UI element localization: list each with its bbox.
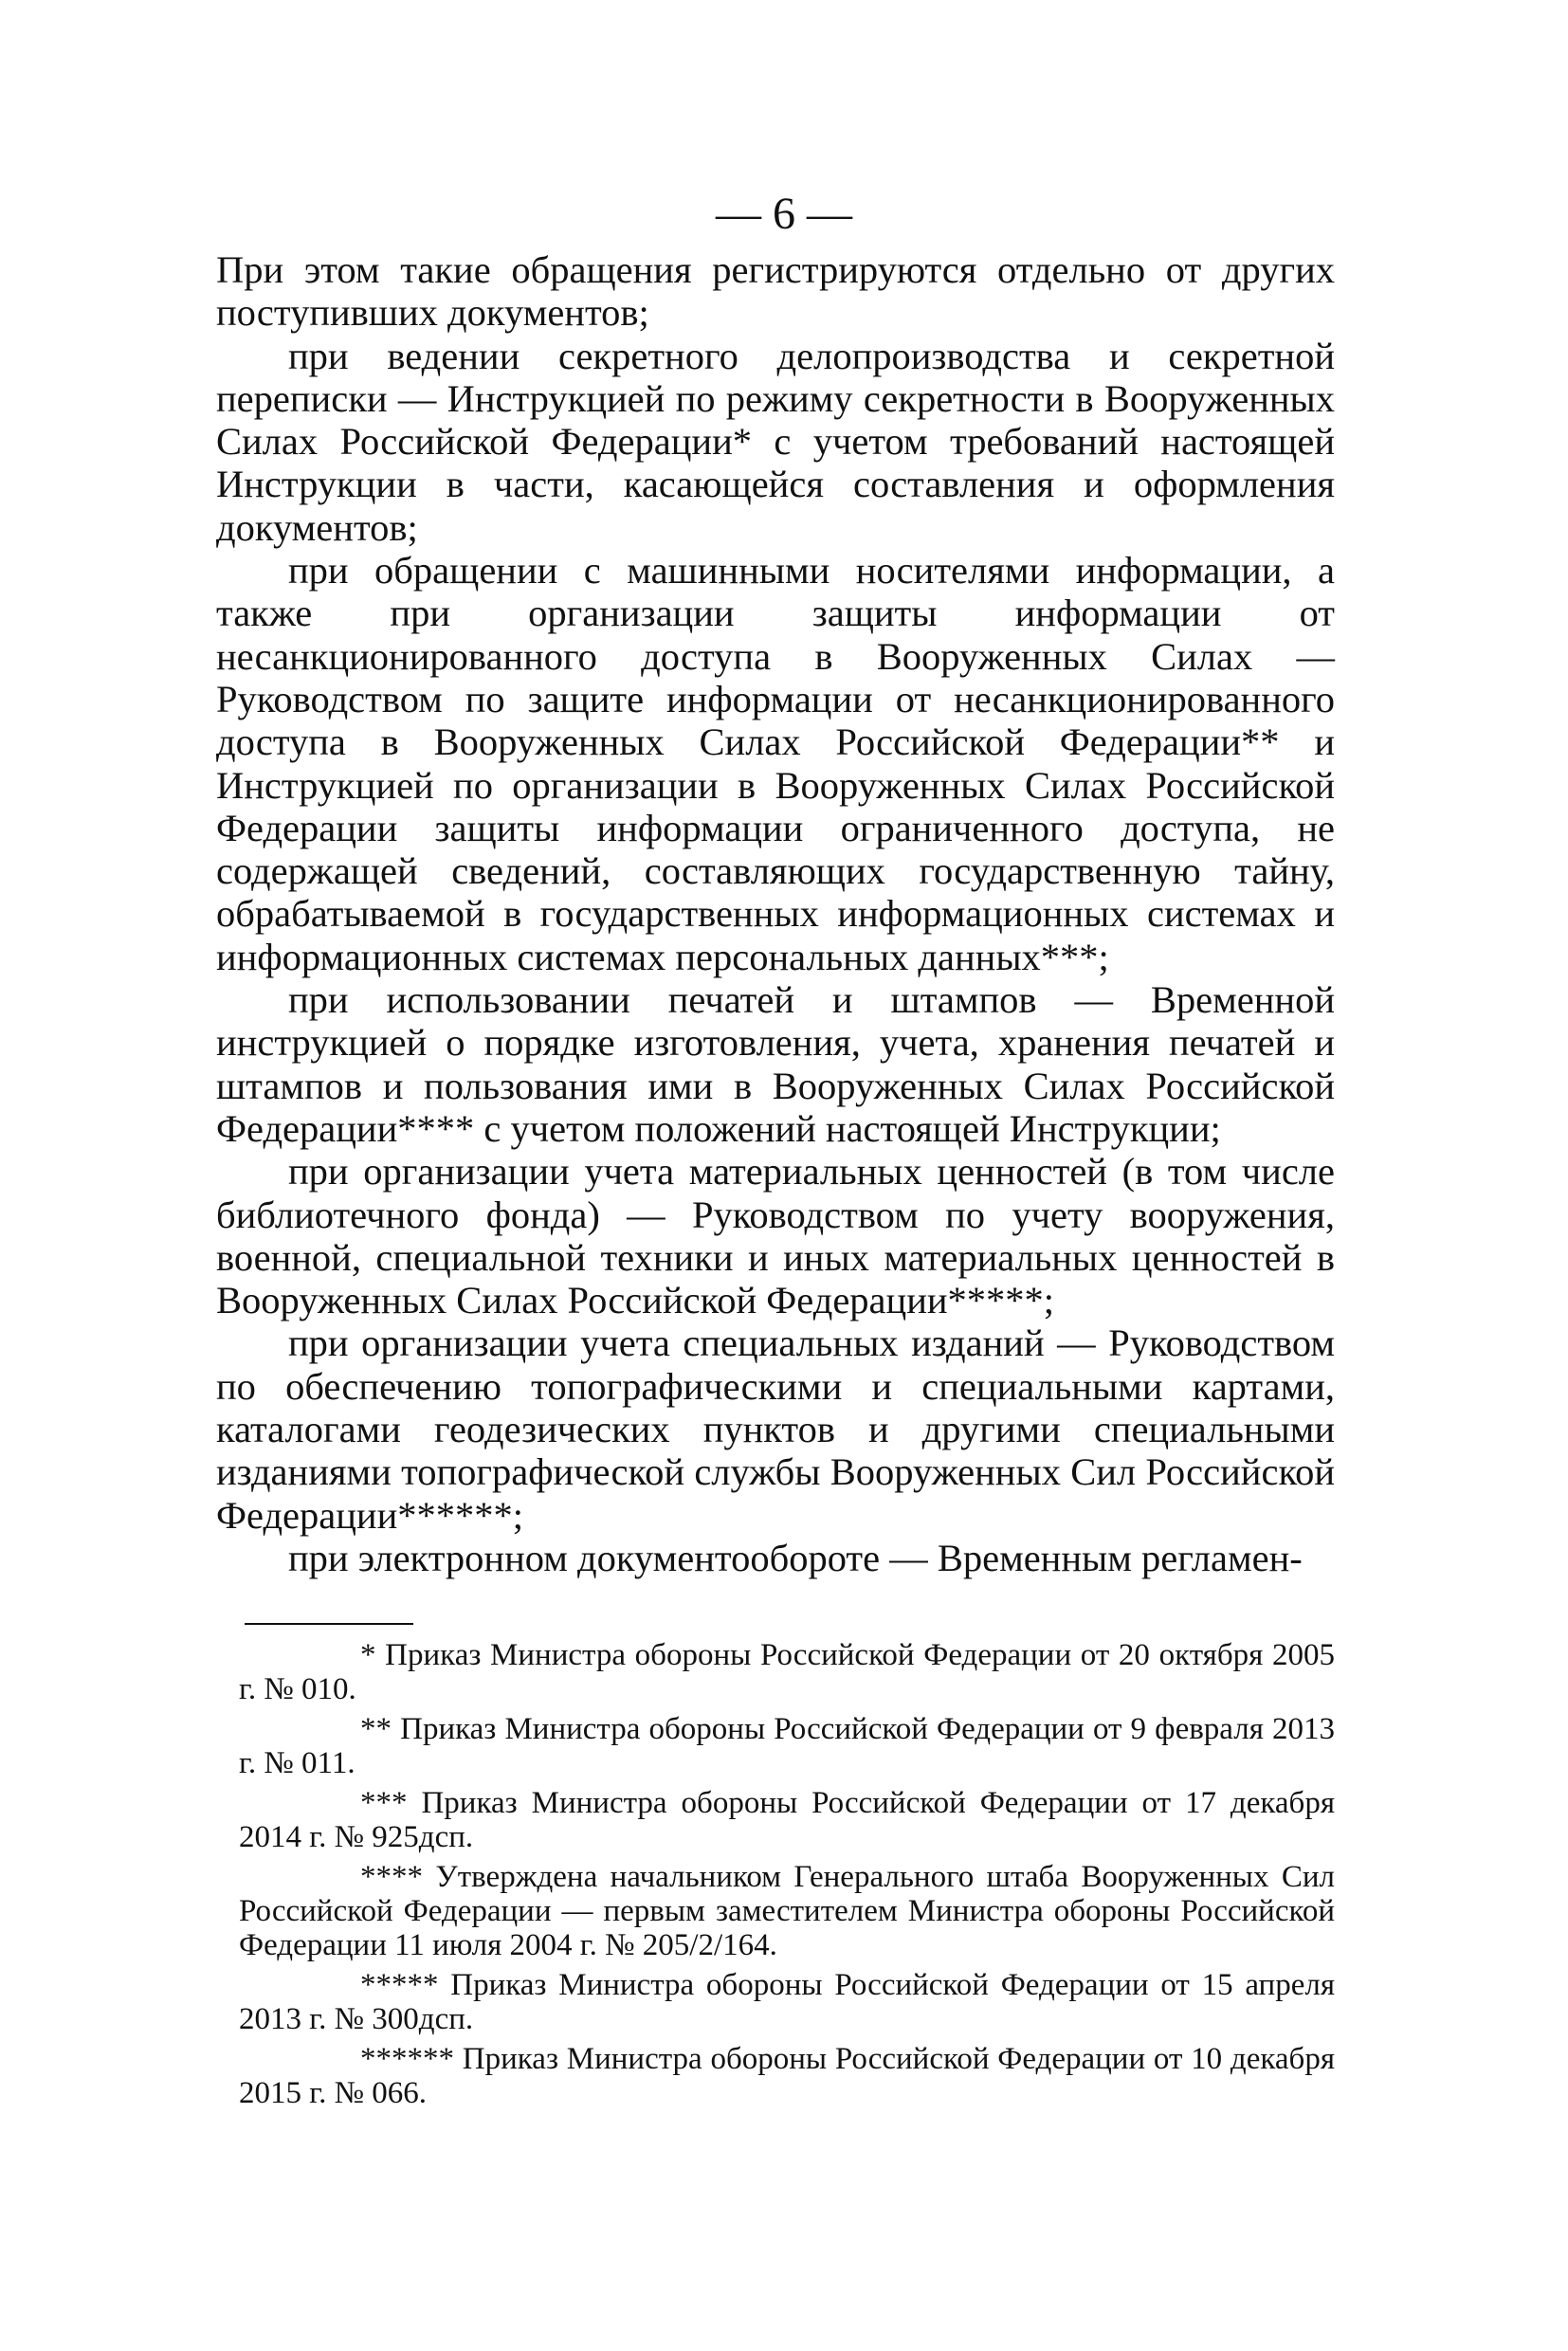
paragraph: при ведении секретного делопроизводства и секретной переписки — Инструкцией по режиму секретности в Вооруженных Силах Российской Федерации* с учетом требований настоящей Инструкции в части, касающейся составления и оформления документов; xyxy=(216,334,1335,549)
paragraph: при использовании печатей и штампов — Временной инструкцией о порядке изготовления, учета, хранения печатей и штампов и пользования ими в Вооруженных Силах Российской Федерации**** с учетом положений настоящей Инструкции; xyxy=(216,978,1335,1150)
body-text xyxy=(216,248,1335,1579)
footnote: *** Приказ Министра обороны Российской Федерации от 17 декабря 2014 г. № 925дсп. xyxy=(239,1786,1335,1854)
page-number: — 6 — xyxy=(716,189,852,239)
paragraph: при обращении с машинными носителями информации, а также при организации защиты информации от несанкционированного доступа в Вооруженных Силах — Руководством по защите информации от несанкционированного доступа в Вооруженных Силах Российской Федерации** и Инструкцией по организации в Вооруженных Силах Российской Федерации защиты информации ограниченного доступа, не содержащей сведений, составляющих государственную тайну, обрабатываемой в государственных информационных системах и информационных системах персональных данных***; xyxy=(216,549,1335,978)
paragraph: при организации учета материальных ценностей (в том числе библиотечного фонда) — Руководством по учету вооружения, военной, специальной техники и иных материальных ценностей в Вооруженных Силах Российской Федерации*****; xyxy=(216,1150,1335,1322)
footnote: **** Утверждена начальником Генерального штаба Вооруженных Сил Российской Федерации — первым заместителем Министра обороны Российской Федерации 11 июля 2004 г. № 205/2/164. xyxy=(239,1860,1335,1962)
paragraph: При этом такие обращения регистрируются отдельно от других поступивших документов; xyxy=(216,248,1335,335)
footnote-divider xyxy=(245,1623,413,1625)
footnotes xyxy=(239,1638,1335,2116)
paragraph: при организации учета специальных изданий — Руководством по обеспечению топографическими и специальными картами, каталогами геодезических пунктов и другими специальными изданиями топографической службы Вооруженных Сил Российской Федерации******; xyxy=(216,1321,1335,1537)
footnote: ** Приказ Министра обороны Российской Федерации от 9 февраля 2013 г. № 011. xyxy=(239,1712,1335,1780)
footnote: ****** Приказ Министра обороны Российской Федерации от 10 декабря 2015 г. № 066. xyxy=(239,2042,1335,2110)
footnote: ***** Приказ Министра обороны Российской Федерации от 15 апреля 2013 г. № 300дсп. xyxy=(239,1968,1335,2036)
paragraph: при электронном документообороте — Временным регламен- xyxy=(288,1536,1303,1579)
footnote: * Приказ Министра обороны Российской Федерации от 20 октября 2005 г. № 010. xyxy=(239,1638,1335,1706)
